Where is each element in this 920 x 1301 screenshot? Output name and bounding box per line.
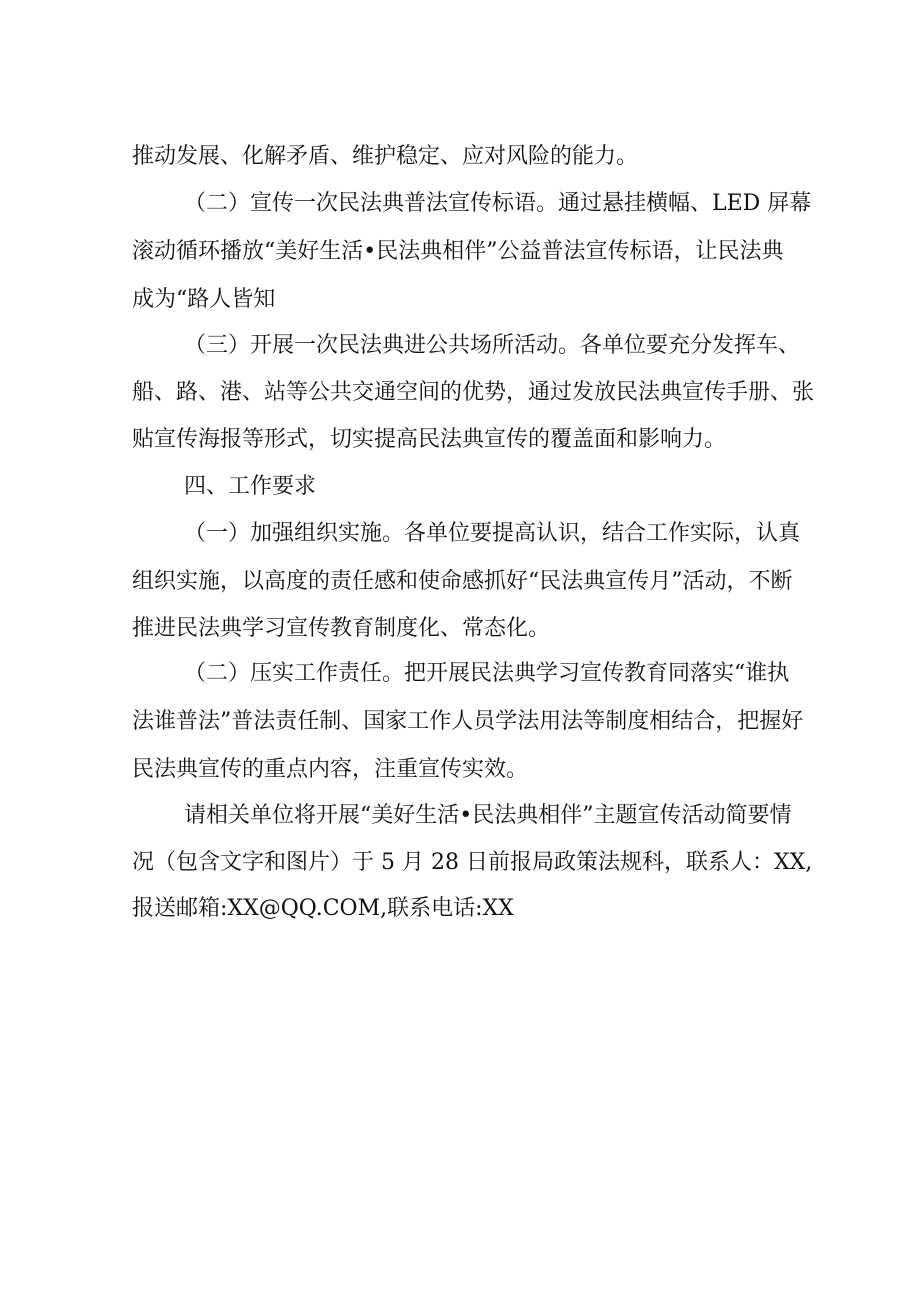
text-line: 况（包含文字和图片）于 5 月 28 日前报局政策法规科，联系人：XX,: [132, 850, 813, 875]
text-line: （二）宣传一次民法典普法宣传标语。通过悬挂横幅、LED 屏幕: [184, 191, 812, 216]
text-line: 报送邮箱:XX@QQ.COM,联系电话:XX: [132, 896, 514, 921]
text-line: 法谁普法”普法责任制、国家工作人员学法用法等制度相结合，把握好: [132, 709, 804, 734]
text-line: 推进民法典学习宣传教育制度化、常态化。: [132, 616, 551, 641]
text-line: 推动发展、化解矛盾、维护稳定、应对风险的能力。: [132, 144, 639, 169]
text-line: （三）开展一次民法典进公共场所活动。各单位要充分发挥车、: [184, 333, 801, 358]
text-line: （二）压实工作责任。把开展民法典学习宣传教育同落实“谁执: [184, 661, 790, 686]
text-line: 成为“路人皆知: [132, 287, 276, 312]
text-line: 滚动循环播放“美好生活•民法典相伴”公益普法宣传标语，让民法典: [132, 239, 784, 264]
text-line: （一）加强组织实施。各单位要提高认识，结合工作实际，认真: [184, 521, 801, 546]
section-heading: 四、工作要求: [184, 474, 317, 499]
text-line: 组织实施，以高度的责任感和使命感抓好“民法典宣传月”活动，不断: [132, 569, 793, 594]
text-line: 贴宣传海报等形式，切实提高民法典宣传的覆盖面和影响力。: [132, 427, 727, 452]
text-line: 民法典宣传的重点内容，注重宣传实效。: [132, 757, 529, 782]
text-line: 船、路、港、站等公共交通空间的优势，通过发放民法典宣传手册、张: [132, 380, 815, 405]
text-line: 请相关单位将开展“美好生活•民法典相伴”主题宣传活动简要情: [184, 803, 792, 828]
